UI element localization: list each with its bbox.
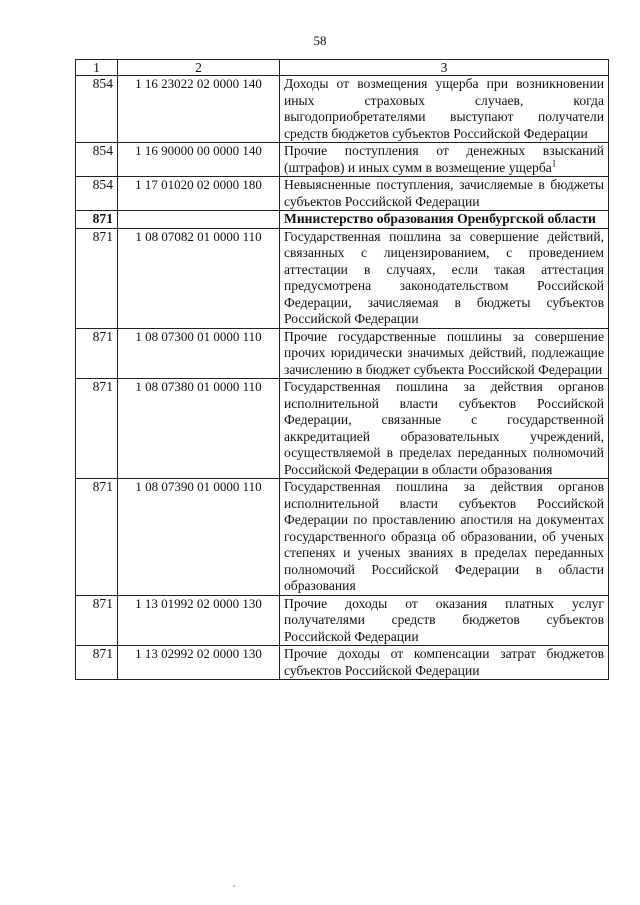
description-cell: Государственная пошлина за действия органов исполнительной власти субъектов Российской Федерации по проставлению апостиля на документах государственного образца об образовании, об ученых степенях и ученых званиях в пределах переданных полномочий Российской Федерации в области образования	[280, 479, 609, 596]
scan-speck	[233, 885, 235, 887]
revenue-code-cell: 1 16 90000 00 0000 140	[118, 143, 280, 177]
admin-code-cell: 871	[76, 228, 118, 328]
revenue-code-cell: 1 08 07300 01 0000 110	[118, 328, 280, 379]
table-row	[76, 328, 609, 379]
table-row	[76, 595, 609, 646]
description-cell: Государственная пошлина за действия органов исполнительной власти субъектов Российской Федерации, связанные с государственной аккредитацией образовательных учреждений, осуществляемой в пределах переданных полномочий Российской Федерации в области образования	[280, 379, 609, 479]
section-header-row	[76, 211, 609, 229]
revenue-code-cell: 1 08 07082 01 0000 110	[118, 228, 280, 328]
table-header-row	[76, 60, 609, 76]
description-cell: Прочие доходы от оказания платных услуг получателями средств бюджетов субъектов Российской Федерации	[280, 595, 609, 646]
page-number: 58	[313, 33, 327, 48]
revenue-code-cell: 1 16 23022 02 0000 140	[118, 76, 280, 143]
admin-code-cell: 871	[76, 595, 118, 646]
table-row	[76, 646, 609, 680]
table-row	[76, 228, 609, 328]
admin-code-cell: 854	[76, 143, 118, 177]
admin-code-cell: 871	[76, 646, 118, 680]
admin-code-cell: 871	[76, 328, 118, 379]
column-header-2: 2	[118, 60, 280, 76]
revenue-codes-table	[75, 59, 609, 680]
description-cell: Прочие доходы от компенсации затрат бюджетов субъектов Российской Федерации	[280, 646, 609, 680]
table-row	[76, 479, 609, 596]
description-cell: Прочие государственные пошлины за совершение прочих юридически значимых действий, подлежащие зачислению в бюджет субъекта Российской Федерации	[280, 328, 609, 379]
revenue-code-cell	[118, 211, 280, 229]
table-row	[76, 177, 609, 211]
admin-code-cell: 854	[76, 76, 118, 143]
revenue-code-cell: 1 17 01020 02 0000 180	[118, 177, 280, 211]
column-header-3: 3	[280, 60, 609, 76]
description-cell: Доходы от возмещения ущерба при возникновении иных страховых случаев, когда выгодоприобретателями выступают получатели средств бюджетов субъектов Российской Федерации	[280, 76, 609, 143]
table-row	[76, 143, 609, 177]
description-text: Прочие поступления от денежных взысканий (штрафов) и иных сумм в возмещение ущерба	[284, 143, 604, 175]
table-row	[76, 379, 609, 479]
revenue-code-cell: 1 08 07380 01 0000 110	[118, 379, 280, 479]
admin-code-cell: 871	[76, 379, 118, 479]
column-header-1: 1	[76, 60, 118, 76]
description-cell: Государственная пошлина за совершение действий, связанных с лицензированием, с проведением аттестации в случаях, если такая аттестация предусмотрена законодательством Российской Федерации, зачисляемая в бюджеты субъектов Российской Федерации	[280, 228, 609, 328]
revenue-code-cell: 1 13 01992 02 0000 130	[118, 595, 280, 646]
admin-code-cell: 854	[76, 177, 118, 211]
admin-code-cell: 871	[76, 211, 118, 229]
footnote-marker: 1	[551, 157, 557, 168]
admin-code-cell: 871	[76, 479, 118, 596]
administrator-name-cell: Министерство образования Оренбургской области	[280, 211, 609, 229]
table-row	[76, 76, 609, 143]
description-cell: Невыясненные поступления, зачисляемые в бюджеты субъектов Российской Федерации	[280, 177, 609, 211]
revenue-code-cell: 1 08 07390 01 0000 110	[118, 479, 280, 596]
description-cell	[280, 143, 609, 177]
revenue-code-cell: 1 13 02992 02 0000 130	[118, 646, 280, 680]
